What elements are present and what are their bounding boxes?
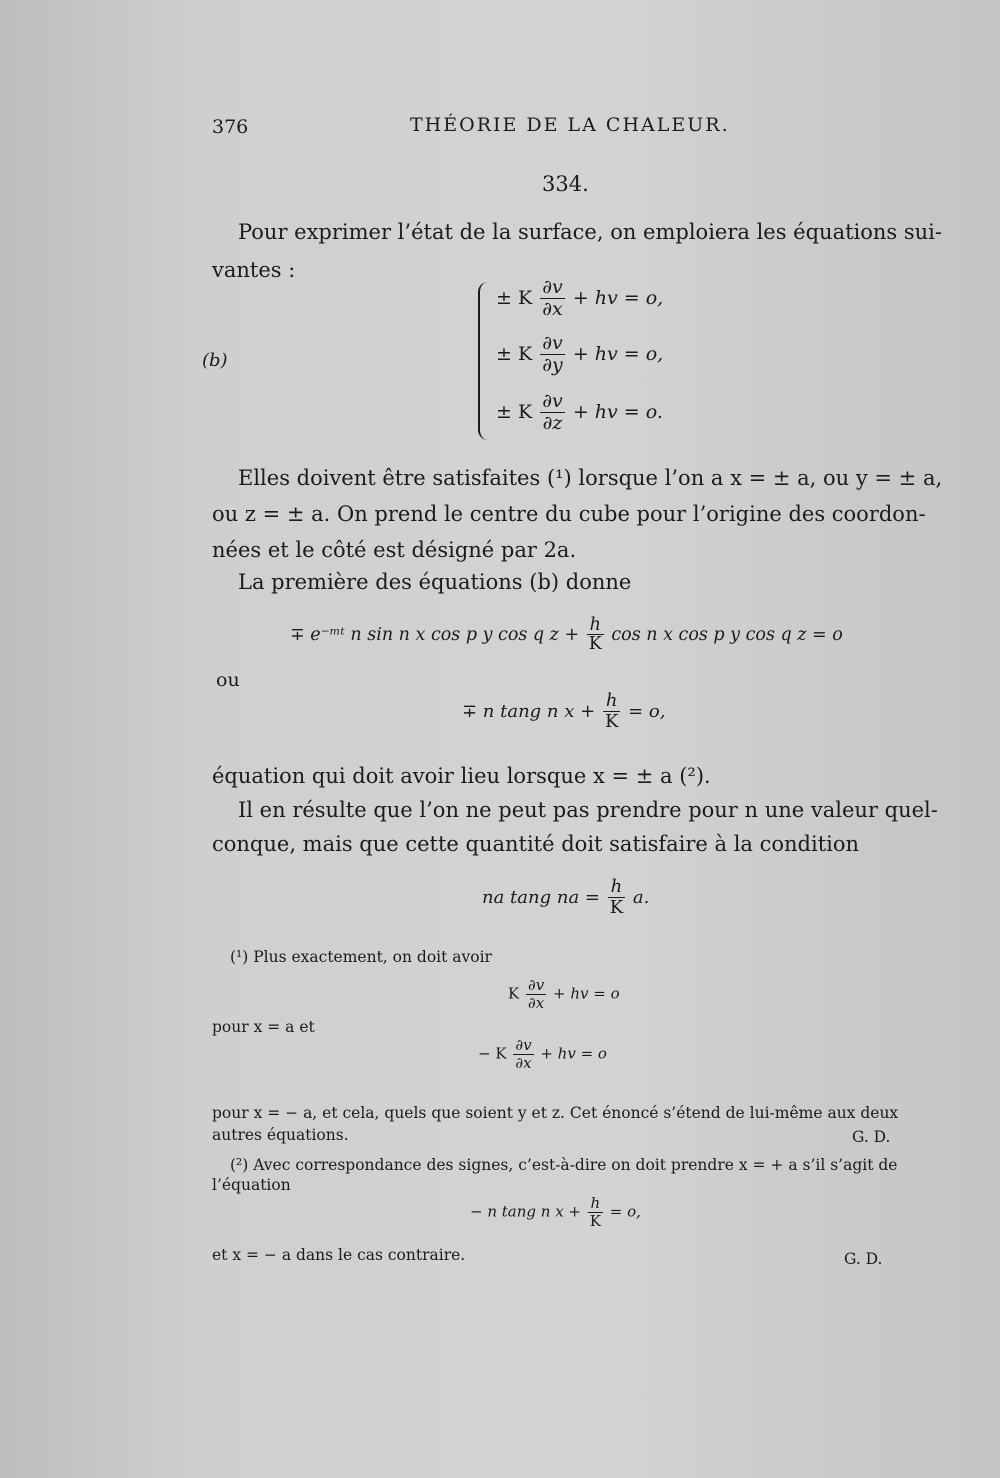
equation-b2: ± K $\frac{\partial v}{\partial y}$ + hv = o, (496, 332, 664, 376)
equation-b1: ± K $\frac{\partial v}{\partial x}$ + hv = o, (496, 276, 664, 320)
equation-label: (b) (202, 350, 228, 371)
footnote-line: l’équation (212, 1176, 291, 1194)
equation-main-3: na tang na = $\frac{h}{K}$ a. (482, 876, 650, 918)
paragraph-line: La première des équations (b) donne (238, 570, 632, 594)
system-brace (478, 282, 490, 440)
equation-main-2: ∓ n tang n x + $\frac{h}{K}$ = o, (462, 690, 666, 732)
paragraph-line: Il en résulte que l’on ne peut pas prendre pour n une valeur quel- (238, 798, 938, 822)
section-number: 334. (542, 172, 589, 196)
running-title: THÉORIE DE LA CHALEUR. (410, 114, 730, 136)
footnote-line: (²) Avec correspondance des signes, c’est-à-dire on doit prendre x = + a s’il s’agit de (230, 1156, 898, 1174)
footnote-equation: − n tang n x + $\frac{h}{K}$ = o, (470, 1194, 641, 1230)
footnote-equation: K $\frac{\partial v}{\partial x}$ + hv = o (508, 976, 620, 1012)
equation-b3: ± K $\frac{\partial v}{\partial z}$ + hv = o. (496, 390, 663, 434)
footnote-line: pour x = a et (212, 1018, 315, 1036)
paragraph-line: Pour exprimer l’état de la surface, on emploiera les équations sui- (238, 220, 942, 244)
footnote-line: (¹) Plus exactement, on doit avoir (230, 948, 492, 966)
equation-main-1: ∓ e⁻ᵐᵗ n sin n x cos p y cos q z + $\frac{h}{K}$ cos n x cos p y cos q z = o (290, 615, 843, 655)
footnote-signature: G. D. (852, 1128, 891, 1146)
page-number: 376 (212, 116, 249, 138)
connector-text: ou (216, 669, 240, 691)
paragraph-line: vantes : (212, 258, 296, 282)
footnote-line: autres équations. (212, 1126, 349, 1144)
paragraph-line: nées et le côté est désigné par 2a. (212, 538, 577, 562)
footnote-line: et x = − a dans le cas contraire. (212, 1246, 466, 1264)
paragraph-line: équation qui doit avoir lieu lorsque x = ± a (²). (212, 764, 711, 788)
paragraph-line: Elles doivent être satisfaites (¹) lorsque l’on a x = ± a, ou y = ± a, (238, 466, 943, 490)
paragraph-line: conque, mais que cette quantité doit satisfaire à la condition (212, 832, 860, 856)
footnote-line: pour x = − a, et cela, quels que soient y et z. Cet énoncé s’étend de lui-même aux deux (212, 1104, 899, 1122)
footnote-signature: G. D. (844, 1250, 883, 1268)
paragraph-line: ou z = ± a. On prend le centre du cube pour l’origine des coordon- (212, 502, 926, 526)
footnote-equation: − K $\frac{\partial v}{\partial x}$ + hv = o (478, 1036, 607, 1072)
